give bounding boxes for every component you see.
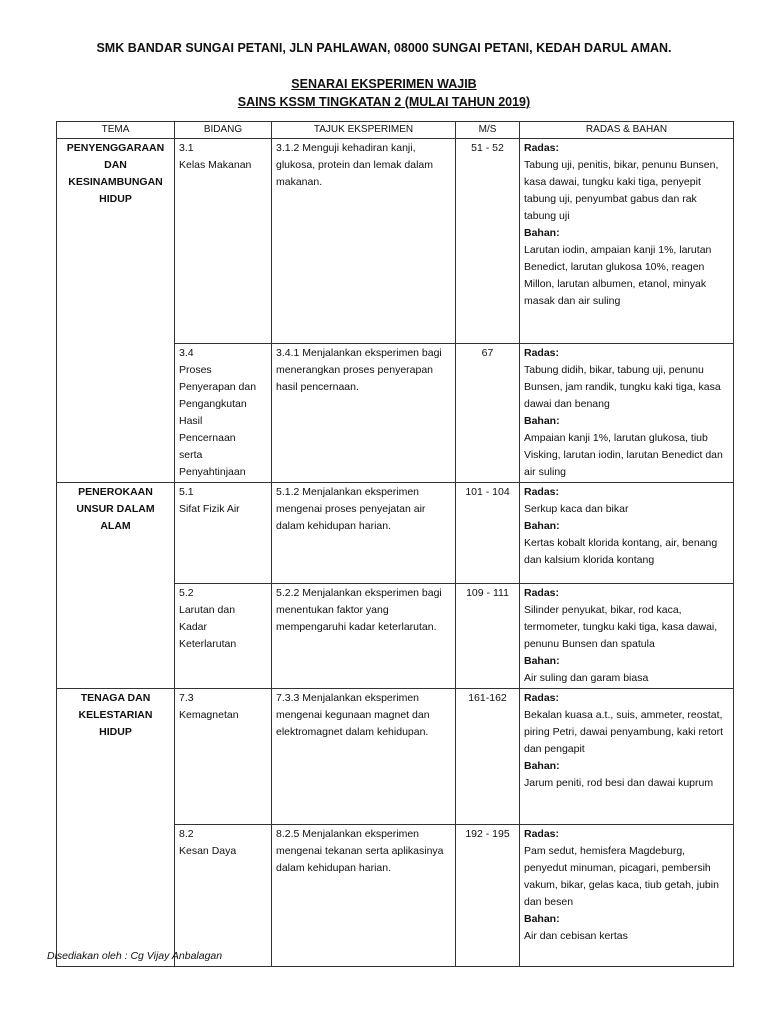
radas-text: Serkup kaca dan bikar (524, 503, 629, 515)
table-row (57, 689, 734, 825)
tema-cell: TENAGA DAN KELESTARIAN HIDUP (57, 689, 175, 967)
header-ms: M/S (456, 122, 520, 139)
radas-bahan-cell (520, 584, 734, 689)
header-bidang: BIDANG (175, 122, 272, 139)
header-tema: TEMA (57, 122, 175, 139)
bidang-cell: 7.3 Kemagnetan (175, 689, 272, 825)
bahan-label: Bahan: (524, 760, 560, 772)
bahan-text: Kertas kobalt klorida kontang, air, benang dan kalsium klorida kontang (524, 537, 718, 566)
bidang-cell: 8.2 Kesan Daya (175, 825, 272, 967)
table-header-row (57, 122, 734, 139)
bidang-cell: 5.2 Larutan dan Kadar Keterlarutan (175, 584, 272, 689)
bahan-text: Air dan cebisan kertas (524, 930, 628, 942)
ms-cell: 109 - 111 (456, 584, 520, 689)
header-radas-bahan: RADAS & BAHAN (520, 122, 734, 139)
radas-bahan-cell (520, 139, 734, 344)
table-row (57, 139, 734, 344)
tajuk-cell: 7.3.3 Menjalankan eksperimen mengenai kegunaan magnet dan elektromagnet dalam kehidupan. (272, 689, 456, 825)
radas-text: Tabung uji, penitis, bikar, penunu Bunsen, kasa dawai, tungku kaki tiga, penyepit tabung uji, penyumbat gabus dan rak tabung uji (524, 159, 719, 222)
radas-text: Bekalan kuasa a.t., suis, ammeter, reostat, piring Petri, dawai penyambung, kaki retort dan pengapit (524, 709, 724, 755)
radas-bahan-cell (520, 344, 734, 483)
document-subtitle: SAINS KSSM TINGKATAN 2 (MULAI TAHUN 2019) (237, 95, 531, 109)
radas-bahan-cell (520, 825, 734, 967)
radas-text: Pam sedut, hemisfera Magdeburg, penyedut minuman, picagari, pembersih vakum, bikar, gelas kaca, tiub getah, jubin dan besen (524, 845, 719, 908)
radas-label: Radas: (524, 347, 560, 359)
radas-label: Radas: (524, 142, 560, 154)
tajuk-cell: 3.1.2 Menguji kehadiran kanji, glukosa, protein dan lemak dalam makanan. (272, 139, 456, 344)
bahan-label: Bahan: (524, 655, 560, 667)
tema-cell: PENYENGGARAAN DAN KESINAMBUNGAN HIDUP (57, 139, 175, 483)
radas-label: Radas: (524, 692, 560, 704)
table-row (57, 483, 734, 584)
radas-bahan-cell (520, 689, 734, 825)
tema-cell: PENEROKAAN UNSUR DALAM ALAM (57, 483, 175, 689)
bahan-text: Air suling dan garam biasa (524, 672, 649, 684)
tajuk-cell: 3.4.1 Menjalankan eksperimen bagi menerangkan proses penyerapan hasil pencernaan. (272, 344, 456, 483)
experiment-table (56, 121, 734, 967)
ms-cell: 161-162 (456, 689, 520, 825)
school-address: SMK BANDAR SUNGAI PETANI, JLN PAHLAWAN, 08000 SUNGAI PETANI, KEDAH DARUL AMAN. (96, 41, 672, 55)
header-tajuk: TAJUK EKSPERIMEN (272, 122, 456, 139)
bidang-cell: 5.1 Sifat Fizik Air (175, 483, 272, 584)
radas-bahan-cell (520, 483, 734, 584)
tajuk-cell: 5.2.2 Menjalankan eksperimen bagi menentukan faktor yang mempengaruhi kadar keterlarutan. (272, 584, 456, 689)
bidang-cell: 3.4 Proses Penyerapan dan Pengangkutan Hasil Pencernaan serta Penyahtinjaan (175, 344, 272, 483)
bahan-text: Larutan iodin, ampaian kanji 1%, larutan Benedict, larutan glukosa 10%, reagen Millon, larutan albumen, etanol, minyak masak dan air suling (524, 244, 712, 307)
ms-cell: 192 - 195 (456, 825, 520, 967)
radas-text: Silinder penyukat, bikar, rod kaca, termometer, tungku kaki tiga, kasa dawai, penunu Bunsen dan spatula (524, 604, 718, 650)
ms-cell: 67 (456, 344, 520, 483)
bidang-cell: 3.1 Kelas Makanan (175, 139, 272, 344)
document-title: SENARAI EKSPERIMEN WAJIB (291, 77, 477, 91)
radas-label: Radas: (524, 486, 560, 498)
bahan-label: Bahan: (524, 520, 560, 532)
ms-cell: 51 - 52 (456, 139, 520, 344)
bahan-label: Bahan: (524, 415, 560, 427)
bahan-label: Bahan: (524, 913, 560, 925)
prepared-by: Disediakan oleh : Cg Vijay Anbalagan (47, 950, 223, 962)
tajuk-cell: 8.2.5 Menjalankan eksperimen mengenai tekanan serta aplikasinya dalam kehidupan harian. (272, 825, 456, 967)
radas-label: Radas: (524, 587, 560, 599)
radas-text: Tabung didih, bikar, tabung uji, penunu Bunsen, jam randik, tungku kaki tiga, kasa dawai dan benang (524, 364, 721, 410)
bahan-label: Bahan: (524, 227, 560, 239)
ms-cell: 101 - 104 (456, 483, 520, 584)
tajuk-cell: 5.1.2 Menjalankan eksperimen mengenai proses penyejatan air dalam kehidupan harian. (272, 483, 456, 584)
bahan-text: Ampaian kanji 1%, larutan glukosa, tiub Visking, larutan iodin, larutan Benedict dan air suling (524, 432, 723, 478)
bahan-text: Jarum peniti, rod besi dan dawai kuprum (524, 777, 714, 789)
radas-label: Radas: (524, 828, 560, 840)
